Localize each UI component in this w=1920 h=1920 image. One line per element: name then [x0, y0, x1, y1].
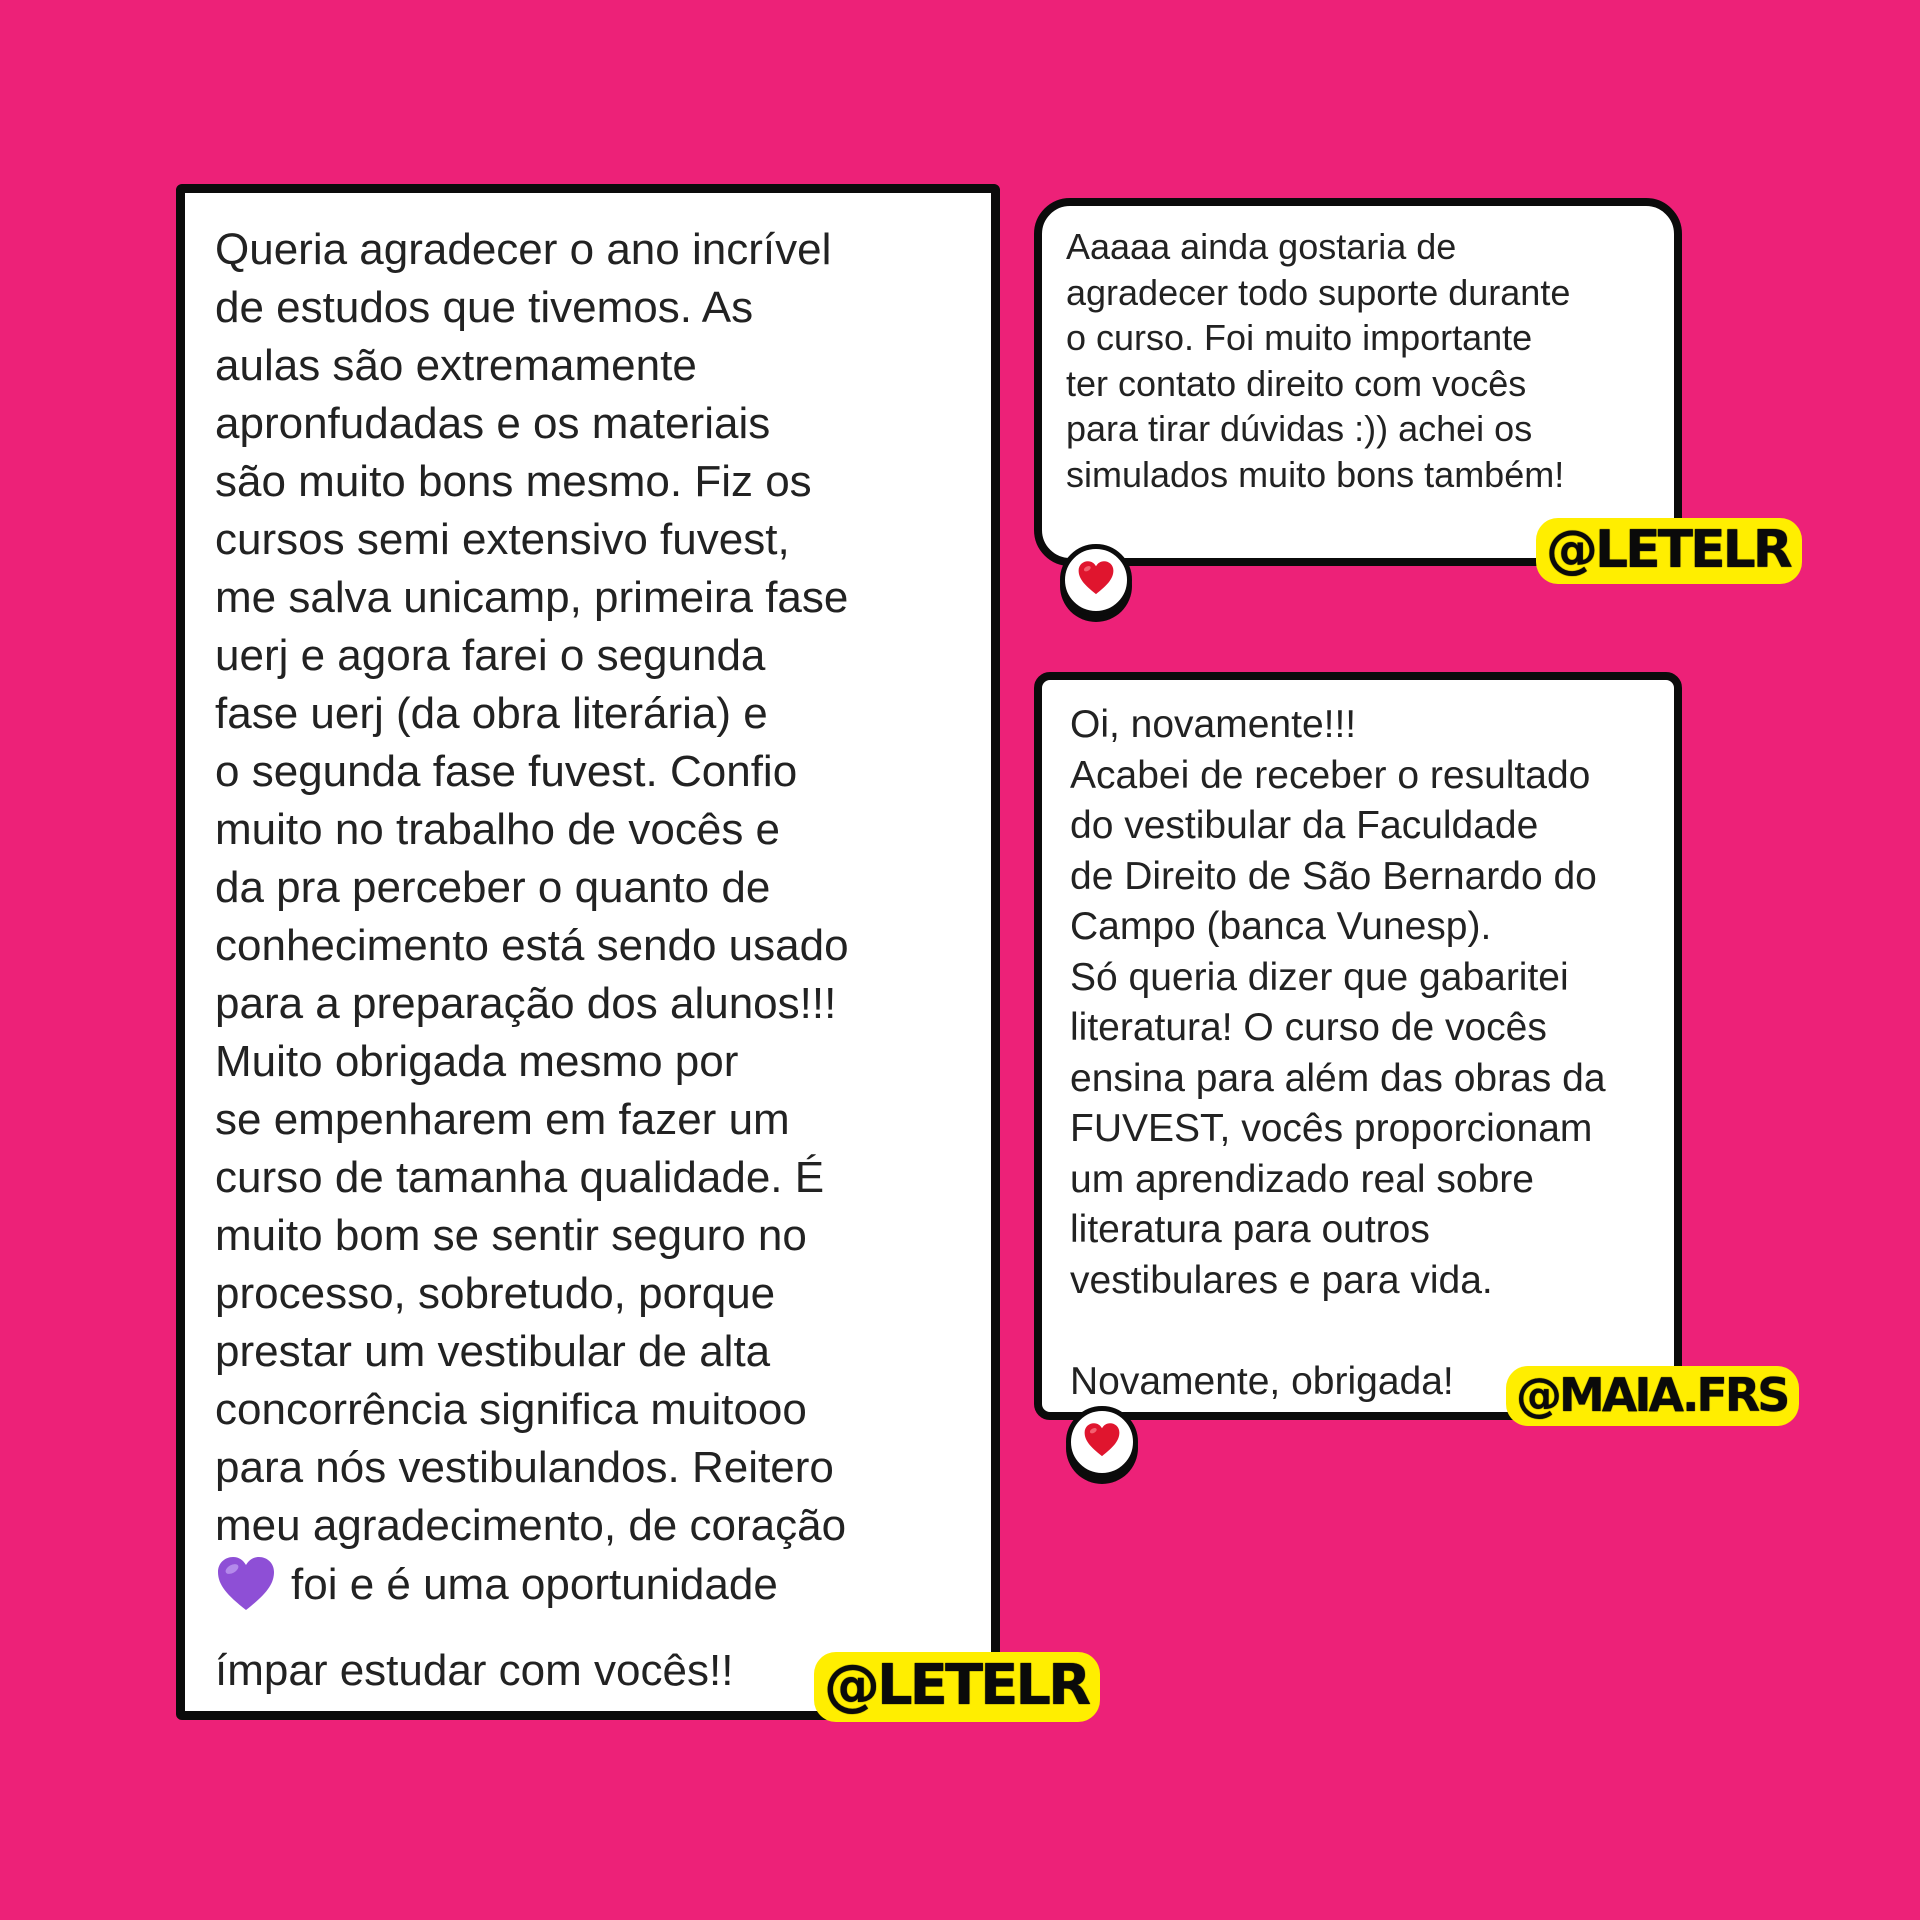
message-bubble-left	[176, 184, 1000, 1720]
message-text-last-line: ímpar estudar com vocês!!	[215, 1646, 734, 1695]
red-heart-icon	[1082, 1422, 1122, 1463]
username-tag: @LETELR	[1536, 518, 1802, 584]
username-tag: @MAIA.FRS	[1506, 1366, 1799, 1426]
message-text	[215, 221, 975, 1700]
username-tag: @LETELR	[814, 1652, 1100, 1722]
heart-reaction-badge[interactable]	[1066, 1406, 1138, 1478]
message-text-heart-line: foi e é uma oportunidade	[291, 1560, 778, 1609]
message-bubble-right-top	[1034, 198, 1682, 566]
message-bubble-right-bottom	[1034, 672, 1682, 1420]
message-text: Oi, novamente!!! Acabei de receber o resultado do vestibular da Faculdade de Direito de São Bernardo do Campo (banca Vunesp). Só queria dizer que gabaritei literatura! O curso de vocês ensina para além das obras da FUVEST, vocês proporcionam um aprendizado real sobre literatura para outros vestibulares e para vida. Novamente, obrigada!	[1070, 703, 1606, 1403]
red-heart-icon	[1076, 560, 1116, 601]
heart-reaction-badge[interactable]	[1060, 544, 1132, 616]
message-text: Aaaaa ainda gostaria de agradecer todo suporte durante o curso. Foi muito importante ter contato direito com vocês para tirar dúvidas :)) achei os simulados muito bons também!	[1066, 226, 1571, 495]
purple-heart-icon	[215, 1555, 277, 1628]
message-text-main: Queria agradecer o ano incrível de estudos que tivemos. As aulas são extremamente apronfudadas e os materiais são muito bons mesmo. Fiz os cursos semi extensivo fuvest, me salva unicamp, primeira fase uerj e agora farei o segunda fase uerj (da obra literária) e o segunda fase fuvest. Confio muito no trabalho de vocês e da pra perceber o quanto de conhecimento está sendo usado para a preparação dos alunos!!! Muito obrigada mesmo por se empenharem em fazer um curso de tamanha qualidade. É muito bom se sentir seguro no processo, sobretudo, porque prestar um vestibular de alta concorrência significa muitooo para nós vestibulandos. Reitero meu agradecimento, de coração	[215, 225, 849, 1550]
